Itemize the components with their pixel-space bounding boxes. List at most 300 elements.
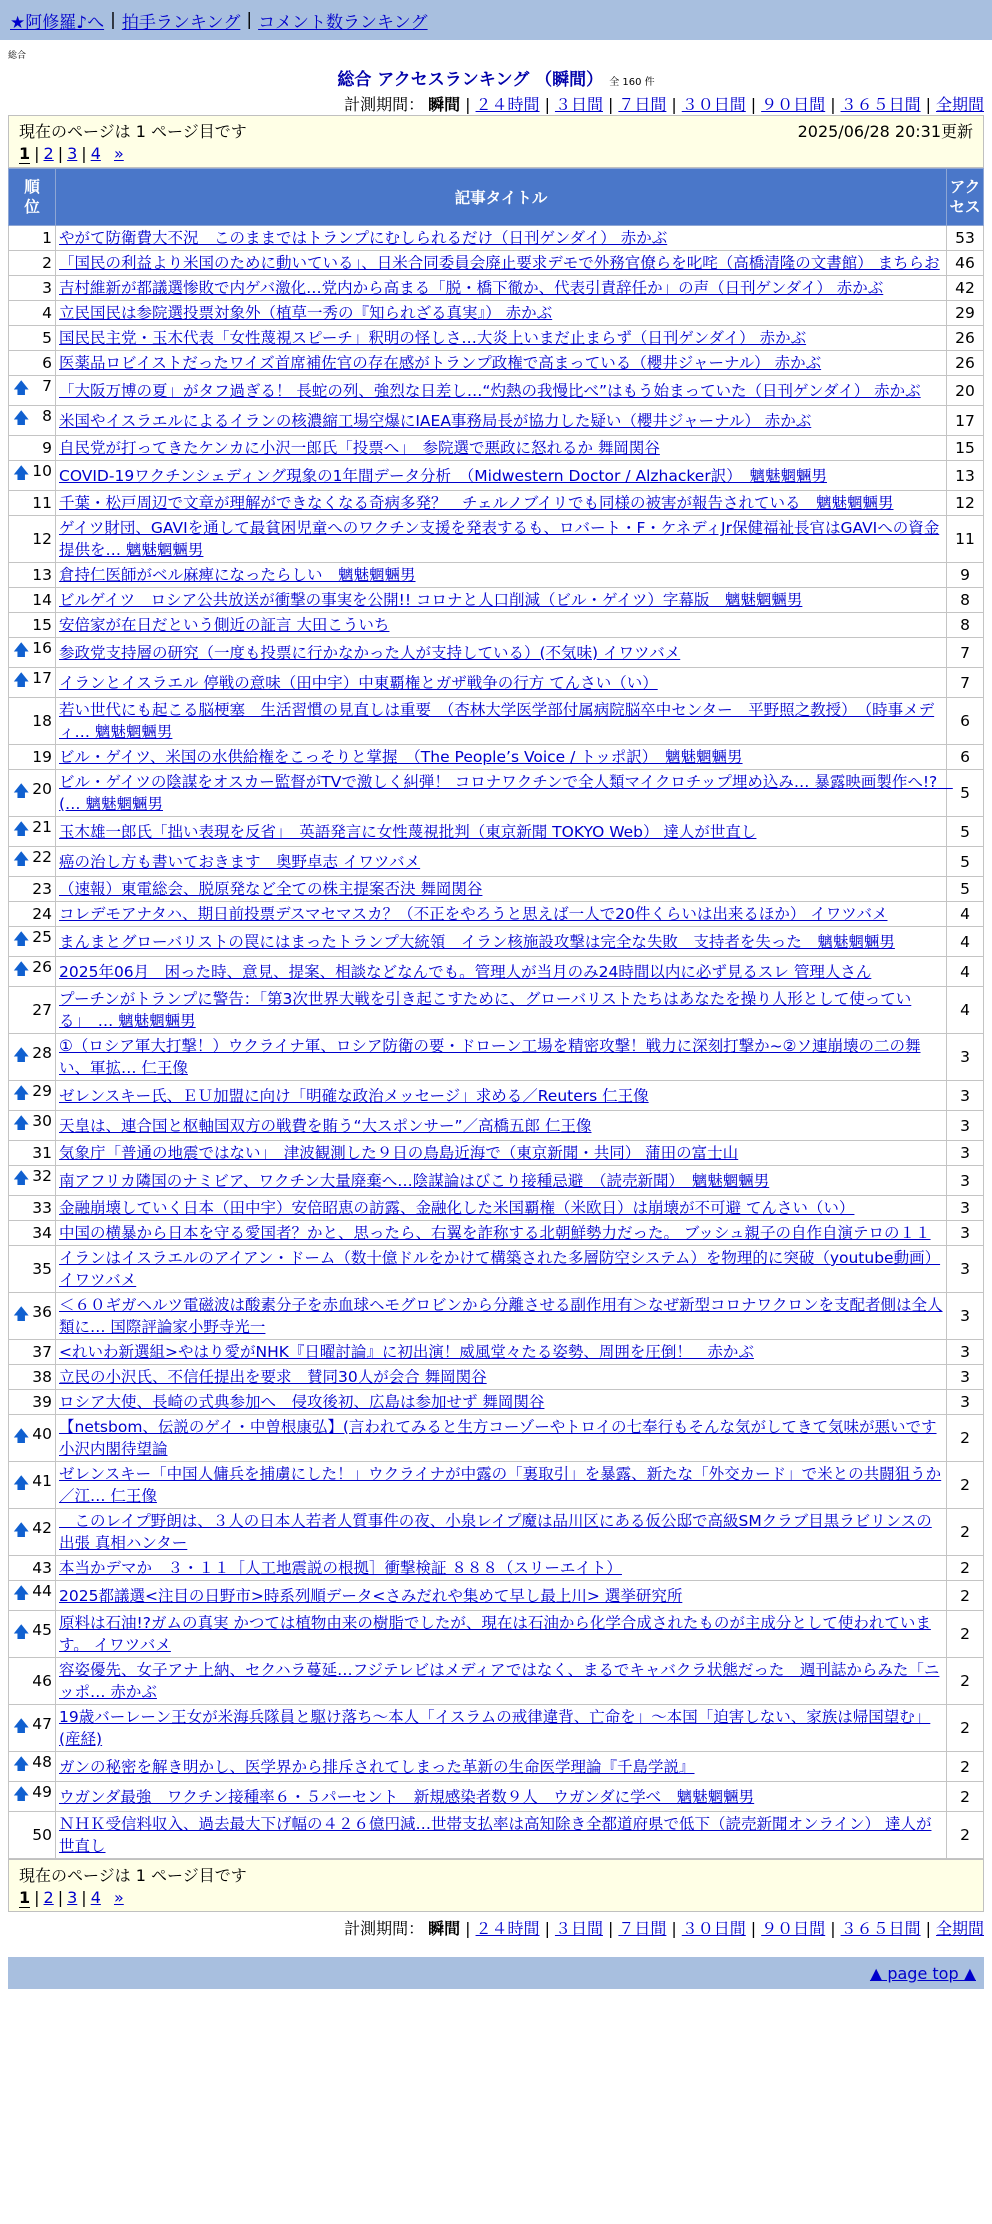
- access-count: 29: [947, 301, 984, 326]
- period-link-4[interactable]: ３０日間: [681, 95, 746, 114]
- article-link[interactable]: やがて防衛費大不況 このままではトランプにむしられるだけ（日刊ゲンダイ） 赤かぶ: [59, 229, 668, 247]
- access-count: 3: [947, 1141, 984, 1166]
- rank-cell: [9, 1509, 56, 1556]
- article-link[interactable]: 立民の小沢氏、不信任提出を要求 賛同30人が会合 舞岡関谷: [59, 1368, 487, 1386]
- title-cell: [56, 1509, 947, 1556]
- rank-cell: [9, 957, 56, 987]
- title-cell: [56, 770, 953, 817]
- article-link[interactable]: 原料は石油!?ガムの真実 かつては植物由来の樹脂でしたが、現在は石油から化学合成されたものが主成分として使われています。 イワツバメ: [59, 1614, 931, 1654]
- table-row: [9, 251, 984, 276]
- table-row: [9, 1221, 984, 1246]
- title-cell: [56, 1611, 947, 1658]
- title-cell: [56, 1705, 947, 1752]
- rank-cell: [9, 251, 56, 276]
- page-info-box-top: [8, 115, 984, 168]
- access-count: 53: [947, 226, 984, 251]
- title-cell: [56, 588, 947, 613]
- pager-separator: |: [34, 1888, 40, 1907]
- rank-number: 30: [32, 1112, 52, 1130]
- pager-separator: [105, 1888, 110, 1907]
- title-cell: [56, 1034, 947, 1081]
- period-link-2[interactable]: ３日間: [554, 1919, 603, 1938]
- table-row: [9, 902, 984, 927]
- period-separator: |: [830, 1919, 836, 1938]
- pager-next[interactable]: »: [113, 144, 124, 163]
- period-link-3[interactable]: ７日間: [618, 95, 667, 114]
- rank-cell: [9, 1365, 56, 1390]
- access-count: 5: [947, 817, 984, 847]
- rank-up-arrow-icon: 🡅: [13, 463, 30, 482]
- article-link[interactable]: ＜６０ギガヘルツ電磁波は酸素分子を赤血球ヘモグロビンから分離させる副作用有＞なぜ新型コロナワクロンを支配者側は全人類に… 国際評論家小野寺光一: [59, 1296, 943, 1336]
- table-row: [9, 927, 984, 957]
- rank-number: 23: [32, 880, 52, 898]
- total-count: 全 160 件: [609, 77, 655, 88]
- rank-number: 43: [32, 1559, 52, 1577]
- access-count: 26: [947, 326, 984, 351]
- article-link[interactable]: <れいわ新選組>やはり愛がNHK『日曜討論』に初出演！威風堂々たる姿勢、周囲を圧倒！ 赤かぶ: [59, 1343, 754, 1361]
- article-link[interactable]: 2025年06月 困った時、意見、提案、相談などなんでも。管理人が当月のみ24時間以内に必ず見るスレ 管理人さん: [59, 962, 872, 981]
- access-count: 46: [947, 251, 984, 276]
- rank-cell: [9, 1141, 56, 1166]
- rank-number: 27: [32, 1001, 52, 1019]
- period-link-4[interactable]: ３０日間: [681, 1919, 746, 1938]
- rank-number: 24: [32, 905, 52, 923]
- article-link[interactable]: 安倍家が在日だという側近の証言 大田こういち: [59, 616, 390, 634]
- period-separator: |: [465, 95, 471, 114]
- period-separator: |: [607, 1919, 614, 1938]
- rank-number: 48: [32, 1753, 52, 1771]
- access-count: 6: [947, 698, 984, 745]
- title-cell: [56, 1293, 947, 1340]
- article-link[interactable]: ウガンダ最強 ワクチン接種率６・５パーセント 新規感染者数９人 ウガンダに学べ 魑魅魍魎男: [59, 1787, 755, 1806]
- rank-number: 18: [32, 712, 52, 730]
- access-count: 5: [947, 770, 984, 817]
- article-link[interactable]: 千葉・松戸周辺で文章が理解ができなくなる奇病多発？ チェルノブイリでも同様の被害が報告されている 魑魅魍魎男: [59, 494, 894, 512]
- rank-cell: [9, 1705, 56, 1752]
- title-cell: [56, 877, 947, 902]
- table-row: [9, 563, 984, 588]
- pager-link-2[interactable]: 2: [43, 1888, 54, 1907]
- page-title: [0, 65, 992, 90]
- rank-number: 37: [32, 1343, 52, 1361]
- pager-current: 1: [19, 1888, 31, 1907]
- table-row: [9, 877, 984, 902]
- table-row: [9, 1415, 984, 1462]
- col-rank-header: 順位: [9, 169, 56, 226]
- table-row: [9, 638, 984, 668]
- rank-number: 44: [32, 1582, 52, 1600]
- article-link[interactable]: 米国やイスラエルによるイランの核濃縮工場空爆にIAEA事務局長が協力した疑い（櫻井ジャーナル） 赤かぶ: [59, 411, 812, 430]
- article-link[interactable]: 中国の横暴から日本を守る愛国者？かと、思ったら、右翼を詐称する北朝鮮勢力だった。 ブッシュ親子の自作自演テロの１１: [59, 1224, 931, 1242]
- access-count: 9: [947, 563, 984, 588]
- article-link[interactable]: 本当かデマか ３・１１［人工地震説の根拠］衝撃検証 ８８８（スリーエイト）: [59, 1559, 622, 1577]
- rank-cell: [9, 588, 56, 613]
- article-link[interactable]: ゼレンスキー氏、ＥＵ加盟に向け「明確な政治メッセージ」求める／Reuters 仁王像: [59, 1086, 649, 1105]
- rank-cell: [9, 436, 56, 461]
- rank-up-arrow-icon: 🡅: [13, 929, 30, 948]
- rank-number: 45: [32, 1620, 52, 1639]
- title-cell: [56, 1166, 947, 1196]
- table-row: [9, 745, 984, 770]
- rank-number: 17: [32, 669, 52, 687]
- table-row: [9, 491, 984, 516]
- rank-cell: [9, 1293, 56, 1340]
- page-info-box-bottom: [8, 1859, 984, 1912]
- period-separator: |: [465, 1919, 471, 1938]
- table-row: [9, 613, 984, 638]
- access-count: 2: [947, 1581, 984, 1611]
- rank-cell: [9, 668, 56, 698]
- title-cell: [56, 1221, 947, 1246]
- article-link[interactable]: まんまとグローバリストの罠にはまったトランプ大統領 イラン核施設攻撃は完全な失敗 支持者を失った 魑魅魍魎男: [59, 932, 895, 951]
- period-separator: |: [830, 95, 836, 114]
- article-link[interactable]: 倉持仁医師がベル麻痺になったらしい 魑魅魍魎男: [59, 566, 416, 584]
- rank-cell: [9, 226, 56, 251]
- rank-number: 47: [32, 1714, 52, 1733]
- access-count: 2: [947, 1415, 984, 1462]
- table-row: [9, 1705, 984, 1752]
- article-link[interactable]: プーチンがトランプに警告：「第3次世界大戦を引き起こすために、グローバリストたちはあなたを操り人形として使っている」 … 魑魅魍魎男: [59, 990, 912, 1030]
- access-count: 3: [947, 1221, 984, 1246]
- period-link-6[interactable]: ３６５日間: [840, 95, 921, 114]
- table-row: [9, 461, 984, 491]
- rank-number: 5: [42, 329, 52, 347]
- page-top-link[interactable]: ▲ page top ▲: [869, 1963, 976, 1983]
- title-cell: [56, 461, 947, 491]
- period-link-2[interactable]: ３日間: [554, 95, 603, 114]
- article-link[interactable]: 「国民の利益より米国のために動いている」、日米合同委員会廃止要求デモで外務官僚らを叱咤（高橋清隆の文書館） まちらお: [59, 254, 940, 272]
- article-link[interactable]: 癌の治し方も書いておきます 奥野卓志 イワツバメ: [59, 852, 421, 871]
- rank-number: 39: [32, 1393, 52, 1411]
- rank-cell: [9, 1111, 56, 1141]
- pager-link-4[interactable]: 4: [90, 1888, 101, 1907]
- pager-separator: |: [81, 1888, 87, 1907]
- article-link[interactable]: 若い世代にも起こる脳梗塞 生活習慣の見直しは重要 （杏林大学医学部付属病院脳卒中センター 平野照之教授） （時事メディ… 魑魅魍魎男: [59, 701, 935, 741]
- rank-number: 10: [32, 462, 52, 480]
- rank-up-arrow-icon: 🡅: [13, 1621, 30, 1641]
- table-row: [9, 276, 984, 301]
- rank-number: 28: [32, 1043, 52, 1062]
- rank-number: 38: [32, 1368, 52, 1386]
- title-cell: [56, 987, 947, 1034]
- title-cell: [56, 817, 947, 847]
- article-link[interactable]: 19歳バーレーン王女が米海兵隊員と駆け落ち～本人「イスラムの戒律違背、亡命を」～本国「迫害しない、家族は帰国望む」(産経): [59, 1708, 931, 1748]
- category-tag: 総合: [8, 51, 27, 61]
- article-link[interactable]: イランとイスラエル 停戦の意味（田中宇）中東覇権とガザ戦争の行方 てんさい（い）: [59, 673, 658, 692]
- rank-cell: [9, 276, 56, 301]
- title-cell: [56, 745, 947, 770]
- rank-cell: [9, 1390, 56, 1415]
- article-link[interactable]: 容姿優先、女子アナ上納、セクハラ蔓延…フジテレビはメディアではなく、まるでキャバクラ状態だった 週刊誌からみた「ニッポ… 赤かぶ: [59, 1661, 940, 1701]
- rank-number: 42: [32, 1518, 52, 1537]
- pager-link-2[interactable]: 2: [43, 144, 54, 163]
- period-separator: |: [671, 1919, 677, 1938]
- title-cell: [56, 1812, 947, 1859]
- table-row: [9, 817, 984, 847]
- period-active: 瞬間: [428, 95, 461, 114]
- article-link[interactable]: （速報）東電総会、脱原発など全ての株主提案否決 舞岡関谷: [59, 880, 483, 898]
- access-count: 3: [947, 1081, 984, 1111]
- title-cell: [56, 563, 947, 588]
- col-title-header: 記事タイトル: [56, 169, 947, 226]
- nav-separator: |: [246, 10, 253, 30]
- title-cell: [56, 251, 947, 276]
- pager-current: 1: [19, 144, 31, 163]
- rank-up-arrow-icon: 🡅: [13, 1083, 30, 1102]
- table-row: [9, 698, 984, 745]
- article-link[interactable]: ビルゲイツ ロシア公共放送が衝撃の事実を公開!! コロナと人口削減（ビル・ゲイツ）字幕版 魑魅魍魎男: [59, 591, 803, 609]
- table-row: [9, 1034, 984, 1081]
- rank-cell: [9, 1782, 56, 1812]
- rank-cell: [9, 770, 56, 817]
- article-link[interactable]: ビル・ゲイツ、米国の水供給権をこっそりと掌握 （The People’s Voice / トッポ訳） 魑魅魍魎男: [59, 748, 743, 766]
- rank-cell: [9, 638, 56, 668]
- title-cell: [56, 1196, 947, 1221]
- rank-up-arrow-icon: 🡅: [13, 1425, 30, 1445]
- pager-link-3[interactable]: 3: [67, 144, 78, 163]
- table-row: [9, 1246, 984, 1293]
- access-count: 2: [947, 1556, 984, 1581]
- rank-cell: [9, 351, 56, 376]
- pager-bottom: [19, 1888, 973, 1911]
- pager-link-3[interactable]: 3: [67, 1888, 78, 1907]
- rank-number: 21: [32, 818, 52, 836]
- rank-up-arrow-icon: 🡅: [13, 408, 30, 427]
- rank-number: 49: [32, 1783, 52, 1801]
- rank-cell: [9, 1081, 56, 1111]
- access-count: 4: [947, 957, 984, 987]
- article-link[interactable]: 参政党支持層の研究（一度も投票に行かなかった人が支持している）(不気味) イワツバメ: [59, 643, 681, 662]
- article-link[interactable]: 【netsbom、伝説のゲイ・中曽根康弘】(言われてみると生方コーゾーやトロイの七奉行もそんな気がしてきて気味が悪いです 小沢内閣待望論: [59, 1418, 937, 1458]
- table-row: [9, 1293, 984, 1340]
- table-row: [9, 376, 984, 406]
- rank-cell: [9, 1812, 56, 1859]
- table-row: [9, 1462, 984, 1509]
- access-count: 26: [947, 351, 984, 376]
- article-link[interactable]: ①（ロシア軍大打撃！）ウクライナ軍、ロシア防衛の要・ドローン工場を精密攻撃！戦力に深刻打撃か~②ソ連崩壊の二の舞い、軍拡… 仁王像: [59, 1037, 921, 1077]
- article-link[interactable]: ゲイツ財団、GAVIを通して最貧困児童へのワクチン支援を発表するも、ロバート・F・ケネディJr保健福祉長官はGAVIへの資金提供を… 魑魅魍魎男: [59, 519, 940, 559]
- rank-cell: [9, 1611, 56, 1658]
- title-cell: [56, 1246, 947, 1293]
- access-count: 2: [947, 1812, 984, 1859]
- article-link[interactable]: 2025都議選<注目の日野市>時系列順データ<さみだれや集めて早し最上川> 選挙研究所: [59, 1586, 683, 1605]
- rank-cell: [9, 613, 56, 638]
- rank-cell: [9, 698, 56, 745]
- table-row: [9, 770, 984, 817]
- table-row: [9, 1782, 984, 1812]
- rank-cell: [9, 1166, 56, 1196]
- article-link[interactable]: ビル・ゲイツの陰謀をオスカー監督がTVで激しく糾弾！ コロナワクチンで全人類マイクロチップ埋め込み… 暴露映画製作へ!? (… 魑魅魍魎男: [59, 773, 953, 813]
- rank-up-arrow-icon: 🡅: [13, 780, 30, 800]
- bottom-bar: [8, 1957, 984, 1989]
- article-link[interactable]: 医薬品ロビイストだったワイズ首席補佐官の存在感がトランプ政権で高まっている（櫻井ジャーナル） 赤かぶ: [59, 354, 822, 372]
- access-count: 17: [947, 406, 984, 436]
- period-link-1[interactable]: ２４時間: [475, 1919, 540, 1938]
- table-row: [9, 1611, 984, 1658]
- pager-separator: |: [57, 1888, 64, 1907]
- article-link[interactable]: このレイプ野朗は、３人の日本人若者人質事件の夜、小泉レイプ魔は品川区にある仮公邸で高級SMクラブ目黒ラビリンスの出張 真相ハンター: [59, 1512, 932, 1552]
- article-link[interactable]: ガンの秘密を解き明かし、医学界から排斥されてしまった革新の生命医学理論『千島学説』: [59, 1757, 695, 1776]
- period-link-3[interactable]: ７日間: [618, 1919, 667, 1938]
- period-separator: |: [671, 95, 677, 114]
- rank-number: 20: [32, 779, 52, 798]
- table-row: [9, 1509, 984, 1556]
- rank-cell: [9, 1415, 56, 1462]
- title-cell: [56, 1752, 947, 1782]
- rank-cell: [9, 1556, 56, 1581]
- clap-ranking-link[interactable]: 拍手ランキング: [121, 12, 241, 33]
- period-link-7[interactable]: 全期間: [935, 1919, 984, 1938]
- access-count: 4: [947, 902, 984, 927]
- table-row: [9, 588, 984, 613]
- rank-number: 32: [32, 1167, 52, 1185]
- rank-cell: [9, 461, 56, 491]
- pager-next[interactable]: »: [113, 1888, 124, 1907]
- rank-up-arrow-icon: 🡅: [13, 1113, 30, 1132]
- article-link[interactable]: 南アフリカ隣国のナミビア、ワクチン大量廃棄へ…陰謀論はびこり接種忌避 （読売新聞） 魑魅魍魎男: [59, 1171, 770, 1190]
- title-cell: [56, 927, 947, 957]
- title-cell: [56, 406, 947, 436]
- rank-cell: [9, 1034, 56, 1081]
- table-row: [9, 1081, 984, 1111]
- title-cell: [56, 276, 947, 301]
- rank-number: 13: [32, 566, 52, 584]
- rank-cell: [9, 1246, 56, 1293]
- table-row: [9, 226, 984, 251]
- rank-cell: [9, 987, 56, 1034]
- article-link[interactable]: 立民国民は参院選投票対象外（植草一秀の『知られざる真実』） 赤かぶ: [59, 304, 553, 322]
- title-cell: [56, 668, 947, 698]
- title-cell: [56, 613, 947, 638]
- period-link-1[interactable]: ２４時間: [475, 95, 540, 114]
- home-link[interactable]: ★阿修羅♪へ: [10, 12, 105, 33]
- table-row: [9, 668, 984, 698]
- rank-cell: [9, 491, 56, 516]
- article-link[interactable]: 吉村維新が都議選惨敗で内ゲバ激化…党内から高まる「脱・橋下徹か、代表引責辞任か」の声（日刊ゲンダイ） 赤かぶ: [59, 279, 884, 297]
- article-link[interactable]: ロシア大使、長崎の式典参加へ 侵攻後初、広島は参加せず 舞岡関谷: [59, 1393, 545, 1411]
- access-count: 2: [947, 1705, 984, 1752]
- col-count-header: アクセス: [947, 169, 984, 226]
- rank-number: 1: [42, 229, 52, 247]
- period-label: 計測期間：: [344, 1919, 425, 1938]
- period-separator: |: [544, 95, 550, 114]
- rank-number: 36: [32, 1302, 52, 1321]
- nav-separator: |: [110, 10, 116, 30]
- pager-separator: [105, 144, 110, 163]
- article-link[interactable]: 自民党が打ってきたケンカに小沢一郎氏「投票へ」 参院選で悪政に怒れるか 舞岡関谷: [59, 439, 660, 457]
- article-link[interactable]: 金融崩壊していく日本（田中宇）安倍昭恵の訪露、金融化した米国覇権（米欧日）は崩壊が不可避 てんさい（い）: [59, 1199, 855, 1217]
- title-cell: [56, 1556, 947, 1581]
- access-count: 15: [947, 436, 984, 461]
- table-row: [9, 987, 984, 1034]
- rank-number: 6: [42, 354, 52, 372]
- rank-cell: [9, 1221, 56, 1246]
- rank-cell: [9, 1658, 56, 1705]
- access-count: 3: [947, 1034, 984, 1081]
- title-cell: [56, 351, 947, 376]
- article-link[interactable]: コレデモアナタハ、期日前投票デスマセマスカ？（不正をやろうと思えば一人で20件くらいは出来るほか） イワツバメ: [59, 905, 888, 923]
- article-link[interactable]: 国民民主党・玉木代表「女性蔑視スピーチ」釈明の怪しさ…大炎上いまだ止まらず（日刊ゲンダイ） 赤かぶ: [59, 329, 807, 347]
- comment-ranking-link[interactable]: コメント数ランキング: [258, 12, 428, 33]
- access-count: 6: [947, 745, 984, 770]
- access-count: 12: [947, 491, 984, 516]
- access-count: 3: [947, 1166, 984, 1196]
- period-link-6[interactable]: ３６５日間: [840, 1919, 921, 1938]
- access-count: 2: [947, 1611, 984, 1658]
- access-count: 8: [947, 588, 984, 613]
- article-link[interactable]: 天皇は、連合国と枢軸国双方の戦費を賄う“大スポンサー”／高橋五郎 仁王像: [59, 1116, 592, 1135]
- rank-up-arrow-icon: 🡅: [13, 1754, 30, 1773]
- period-link-7[interactable]: 全期間: [935, 95, 984, 114]
- pager-separator: |: [57, 144, 64, 163]
- article-link[interactable]: COVID-19ワクチンシェディング現象の1年間データ分析 （Midwestern Doctor / Alzhacker訳） 魑魅魍魎男: [59, 466, 827, 485]
- period-selector-top: [0, 92, 992, 115]
- access-count: 2: [947, 1462, 984, 1509]
- title-cell: [56, 516, 947, 563]
- access-count: 5: [947, 847, 984, 877]
- article-link[interactable]: イランはイスラエルのアイアン・ドーム（数十億ドルをかけて構築された多層防空システム）を物理的に突破（youtube動画） イワツバメ: [59, 1249, 941, 1289]
- pager-link-4[interactable]: 4: [90, 144, 101, 163]
- period-separator: |: [925, 95, 931, 114]
- updated-timestamp: 2025/06/28 20:31更新: [797, 122, 973, 141]
- table-row: [9, 957, 984, 987]
- rank-up-arrow-icon: 🡅: [13, 1168, 30, 1187]
- rank-number: 34: [32, 1224, 52, 1242]
- article-link[interactable]: ゼレンスキー「中国人傭兵を捕虜にした！」ウクライナが中露の「裏取引」を暴露、新たな「外交カード」で米との共闘狙うか／江… 仁王像: [59, 1465, 942, 1505]
- rank-cell: [9, 1462, 56, 1509]
- table-row: [9, 326, 984, 351]
- title-cell: [56, 436, 947, 461]
- title-cell: [56, 376, 947, 406]
- period-link-5[interactable]: ９０日間: [761, 95, 826, 114]
- period-separator: |: [750, 1919, 757, 1938]
- rank-cell: [9, 927, 56, 957]
- rank-up-arrow-icon: 🡅: [13, 1583, 30, 1602]
- title-cell: [56, 301, 947, 326]
- period-separator: |: [750, 95, 757, 114]
- title-cell: [56, 1462, 947, 1509]
- table-row: [9, 1581, 984, 1611]
- rank-cell: [9, 1340, 56, 1365]
- title-cell: [56, 1581, 947, 1611]
- rank-number: 35: [32, 1260, 52, 1278]
- table-row: [9, 1365, 984, 1390]
- access-count: 13: [947, 461, 984, 491]
- period-link-5[interactable]: ９０日間: [761, 1919, 826, 1938]
- pager-top: [19, 144, 973, 167]
- rank-number: 26: [32, 958, 52, 976]
- access-count: 2: [947, 1509, 984, 1556]
- rank-number: 19: [32, 748, 52, 766]
- article-link[interactable]: ＮＨＫ受信料収入、過去最大下げ幅の４２６億円減…世帯支払率は高知除き全都道府県で低下（読売新聞オンライン） 達人が世直し: [59, 1815, 932, 1855]
- rank-cell: [9, 817, 56, 847]
- access-count: 3: [947, 1365, 984, 1390]
- rank-number: 7: [42, 377, 52, 395]
- title-cell: [56, 638, 947, 668]
- article-link[interactable]: 「大阪万博の夏」がタフ過ぎる！ 長蛇の列、強烈な日差し…“灼熱の我慢比べ”はもう始まっていた（日刊ゲンダイ） 赤かぶ: [59, 381, 921, 400]
- article-link[interactable]: 玉木雄一郎氏「拙い表現を反省」 英語発言に女性蔑視批判（東京新聞 TOKYO Web） 達人が世直し: [59, 822, 757, 841]
- rank-up-arrow-icon: 🡅: [13, 1044, 30, 1064]
- access-count: 4: [947, 927, 984, 957]
- table-row: [9, 516, 984, 563]
- rank-cell: [9, 902, 56, 927]
- rank-cell: [9, 877, 56, 902]
- article-link[interactable]: 気象庁「普通の地震ではない」 津波観測した９日の鳥島近海で（東京新聞・共同） 蒲田の富士山: [59, 1144, 739, 1162]
- ranking-table: [8, 168, 984, 1859]
- table-row: [9, 1658, 984, 1705]
- rank-up-arrow-icon: 🡅: [13, 849, 30, 868]
- title-cell: [56, 1782, 947, 1812]
